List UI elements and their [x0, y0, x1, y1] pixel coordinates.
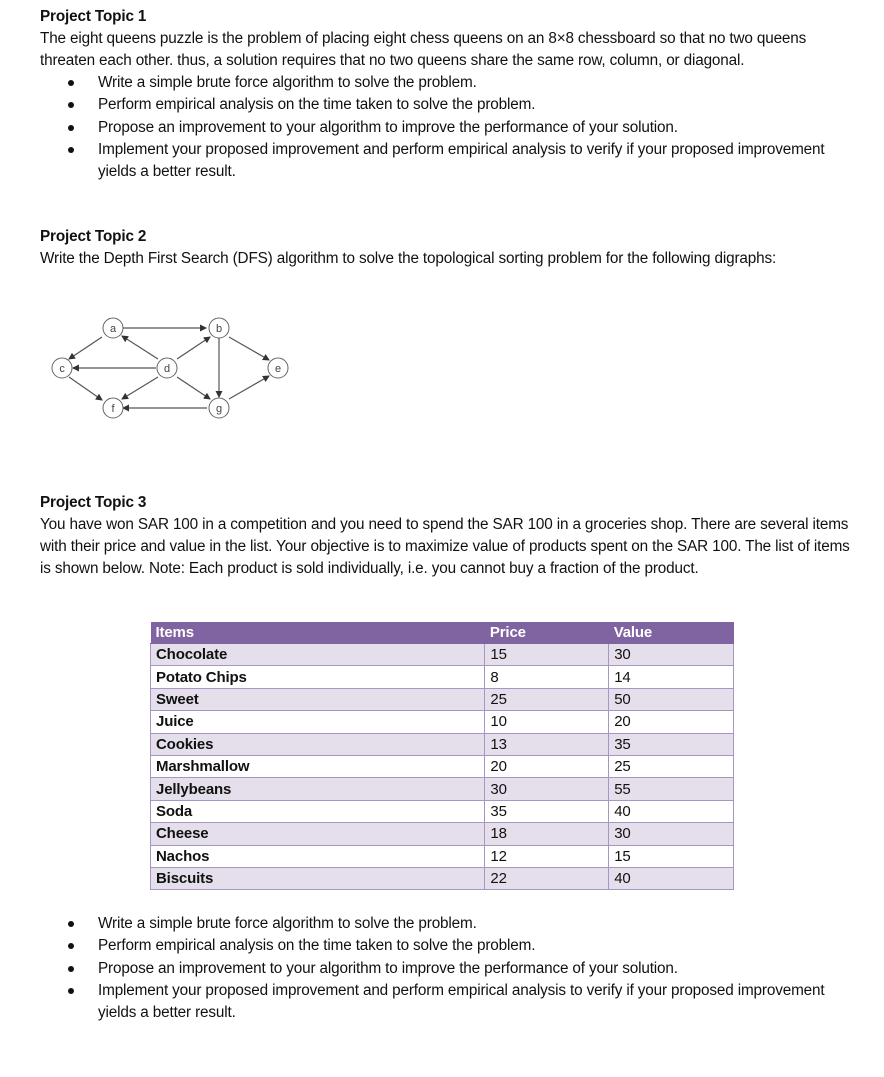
bullet-icon: [68, 147, 74, 153]
topic-3-task-list: [40, 913, 850, 1024]
topic-2-title: Project Topic 2: [40, 228, 147, 245]
topic-1-description: The eight queens puzzle is the problem of placing eight chess queens on an 8×8 chessboard so that no two queens threaten each other. thus, a solution requires that no two queens share the same row, column, or diagonal.: [40, 30, 807, 69]
bullet-icon: [68, 921, 74, 927]
bullet-icon: [68, 966, 74, 972]
table-row: Sweet 25 50: [151, 688, 734, 710]
project-topic-1: [40, 6, 850, 183]
table-row: Jellybeans 30 55: [151, 778, 734, 800]
project-topic-3: [40, 492, 850, 580]
task-item: Implement your proposed improvement and perform empirical analysis to verify if your proposed improvement yields a better result.: [40, 980, 850, 1025]
task-item: Propose an improvement to your algorithm to improve the performance of your solution.: [40, 958, 850, 980]
task-item: Implement your proposed improvement and perform empirical analysis to verify if your proposed improvement yields a better result.: [40, 139, 850, 184]
header-value: Value: [609, 622, 734, 644]
svg-text:a: a: [110, 323, 116, 335]
svg-text:b: b: [216, 323, 222, 335]
header-items: Items: [151, 622, 485, 644]
svg-text:e: e: [275, 363, 281, 375]
topic-3-description: You have won SAR 100 in a competition and you need to spend the SAR 100 in a groceries shop. There are several items with their price and value in the list. Your objective is to maximize value of products spent on the SAR 100. The list of items is shown below. Note: Each product is sold individually, i.e. you cannot buy a fraction of the product.: [40, 516, 850, 577]
table-row: Juice 10 20: [151, 711, 734, 733]
topic-1-title: Project Topic 1: [40, 8, 147, 25]
table-row: Marshmallow 20 25: [151, 755, 734, 777]
table-row: Cookies 13 35: [151, 733, 734, 755]
bullet-icon: [68, 125, 74, 131]
topic-1-task-list: [40, 72, 850, 183]
table-row: Soda 35 40: [151, 800, 734, 822]
table-header-row: [151, 622, 734, 644]
task-item: Write a simple brute force algorithm to solve the problem.: [40, 913, 850, 935]
topic-2-description: Write the Depth First Search (DFS) algorithm to solve the topological sorting problem for the following digraphs:: [40, 250, 777, 267]
bullet-icon: [68, 102, 74, 108]
svg-text:c: c: [59, 363, 65, 375]
bullet-icon: [68, 988, 74, 994]
project-topic-2: [40, 226, 850, 270]
table-row: Cheese 18 30: [151, 823, 734, 845]
items-table: [150, 622, 734, 890]
topic-3-title: Project Topic 3: [40, 494, 147, 511]
digraph-figure: [45, 313, 300, 428]
bullet-icon: [68, 943, 74, 949]
table-row: Nachos 12 15: [151, 845, 734, 867]
svg-text:f: f: [111, 403, 115, 415]
bullet-icon: [68, 80, 74, 86]
svg-text:g: g: [216, 403, 222, 415]
table-row: Biscuits 22 40: [151, 867, 734, 889]
header-price: Price: [485, 622, 609, 644]
task-item: Propose an improvement to your algorithm to improve the performance of your solution.: [40, 117, 850, 139]
task-item: Write a simple brute force algorithm to solve the problem.: [40, 72, 850, 94]
svg-text:d: d: [164, 363, 170, 375]
task-item: Perform empirical analysis on the time taken to solve the problem.: [40, 94, 850, 116]
table-row: Potato Chips 8 14: [151, 666, 734, 688]
task-item: Perform empirical analysis on the time taken to solve the problem.: [40, 935, 850, 957]
table-row: Chocolate 15 30: [151, 644, 734, 666]
